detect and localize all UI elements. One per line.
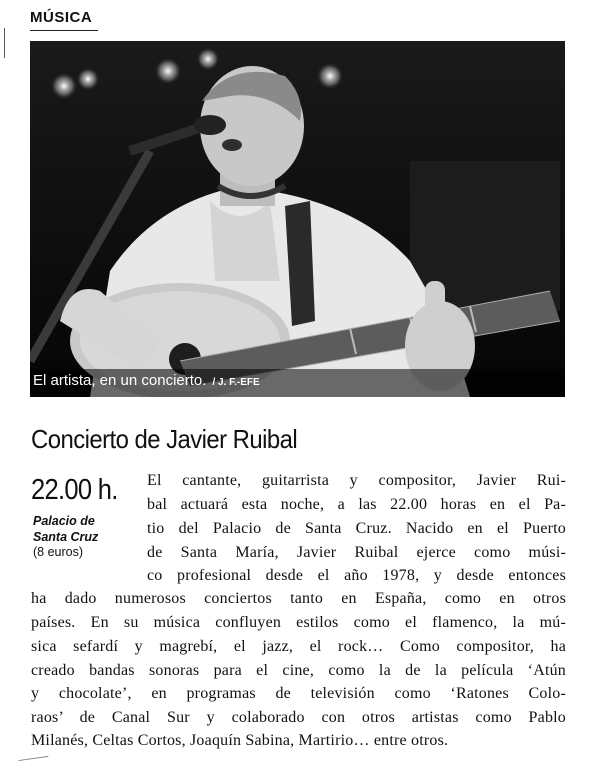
body-line: tio del Palacio de Santa Cruz. Nacido en el Puerto [147,520,566,537]
column-rule [4,28,5,58]
headline: Concierto de Javier Ruibal [31,424,298,454]
body-line: países. En su música confluyen estilos como el flamenco, la mú- [31,614,566,631]
section-label: MÚSICA [30,9,93,26]
body-line: creado bandas sonoras para el cine, como la de la película ‘Atún [31,662,566,679]
concert-photo [30,41,565,397]
section-underline [30,30,98,31]
body-line: sica sefardí y magrebí, el jazz, el rock… Como compositor, ha [31,638,566,655]
body-line: y chocolate’, en programas de televisión como ‘Ratones Colo- [31,685,566,702]
body-line: ha dado numerosos conciertos tanto en España, como en otros [31,590,566,607]
caption-text: El artista, en un concierto. [33,372,207,389]
body-line: raos’ de Canal Sur y colaborado con otros artistas como Pablo [31,709,566,726]
event-venue [33,513,98,545]
body-line: bal actuará esta noche, a las 22.00 horas en el Pa- [147,496,566,513]
photo-credit: / J. F.-EFE [212,377,260,388]
body-line: co profesional desde el año 1978, y desde entonces [147,567,566,584]
event-time: 22.00 h. [31,474,118,506]
body-line: El cantante, guitarrista y compositor, Javier Rui- [147,472,566,489]
venue-line: Santa Cruz [33,530,99,544]
scan-mark [18,750,49,761]
venue-line: Palacio de [33,514,95,528]
photo-caption [33,372,260,394]
body-line: de Santa María, Javier Ruibal ejerce como músi- [147,544,566,561]
event-price: (8 euros) [33,545,84,559]
body-line: Milanés, Celtas Cortos, Joaquín Sabina, Martirio… entre otros. [31,732,449,749]
